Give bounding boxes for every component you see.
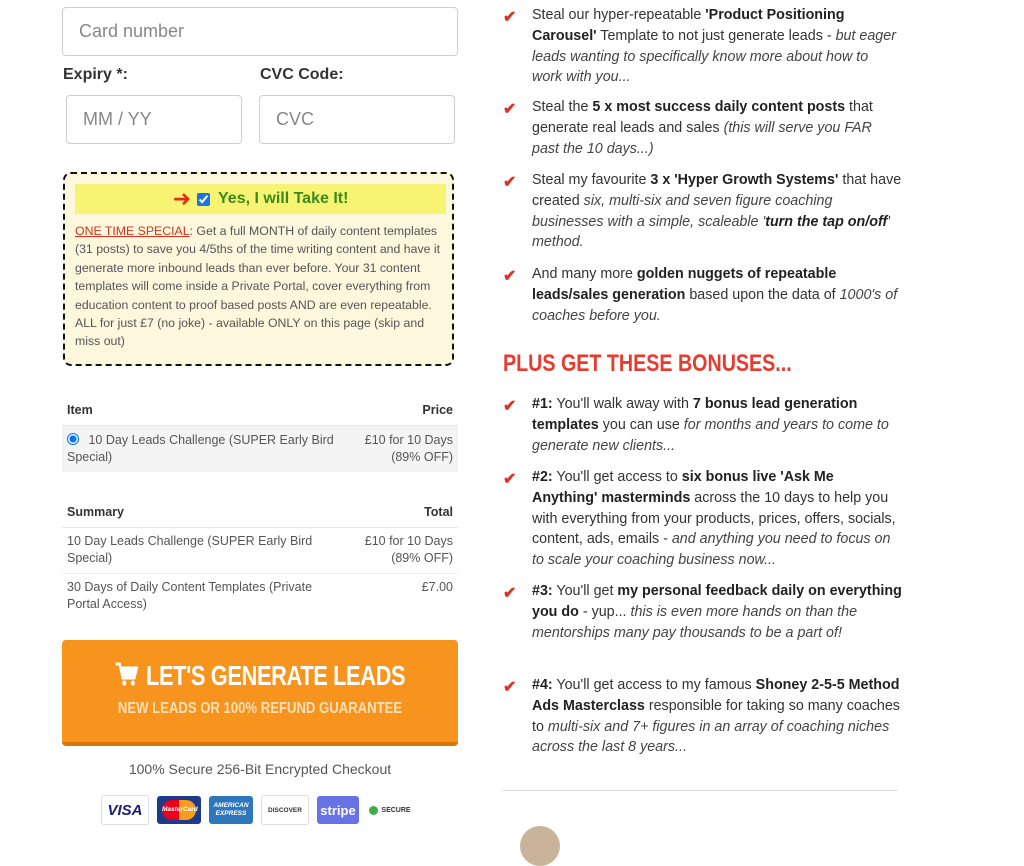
secure-checkout-text: 100% Secure 256-Bit Encrypted Checkout (128, 761, 392, 777)
stripe-icon: stripe (317, 796, 359, 824)
table-row (62, 574, 458, 618)
checkmark-icon: ✔ (503, 174, 517, 191)
cvc-label: CVC Code: (260, 66, 344, 83)
table-row (62, 528, 458, 574)
order-bump-description (75, 222, 447, 351)
total-column-header: Total (424, 505, 453, 519)
item-column-header: Item (67, 403, 93, 417)
card-number-input[interactable] (62, 7, 458, 56)
summary-item-price: £10 for 10 Days (364, 534, 453, 548)
order-bump-header (75, 184, 446, 214)
one-time-special-heading: ONE TIME SPECIAL (75, 224, 190, 238)
cta-subtitle: NEW LEADS OR 100% REFUND GUARANTEE (117, 700, 403, 717)
order-bump-label[interactable]: Yes, I will Take It! (218, 190, 349, 207)
item-discount: (89% OFF) (391, 450, 453, 464)
summary-item-discount: (89% OFF) (391, 551, 453, 565)
discover-icon: DISCOVER (261, 795, 309, 825)
divider (503, 790, 898, 791)
checkmark-icon: ✔ (503, 268, 517, 285)
item-name: 10 Day Leads Challenge (SUPER Early Bird Special) (67, 433, 334, 464)
items-table (62, 403, 458, 472)
generate-leads-button[interactable] (62, 640, 458, 746)
expiry-label: Expiry *: (63, 66, 128, 83)
avatar (520, 826, 560, 866)
order-bump-checkbox[interactable] (197, 193, 210, 206)
expiry-input[interactable] (66, 95, 242, 144)
checkmark-icon: ✔ (503, 679, 517, 696)
mastercard-icon: MasterCard (157, 796, 201, 824)
cvc-input[interactable] (259, 95, 455, 144)
cta-title-text: LET'S GENERATE LEADS (146, 660, 406, 691)
summary-item-price: £7.00 (421, 580, 453, 594)
amex-icon: AMERICAN EXPRESS (209, 796, 253, 824)
checkmark-icon: ✔ (503, 585, 517, 602)
summary-column-header: Summary (67, 505, 124, 519)
summary-table (62, 505, 458, 618)
arrow-right-icon: ➜ (172, 186, 191, 211)
payment-badges (101, 795, 413, 825)
product-radio[interactable] (67, 433, 79, 445)
item-price: £10 for 10 Days (364, 433, 453, 447)
checkmark-icon: ✔ (503, 398, 517, 415)
secure-badge-icon: SECURE (367, 796, 413, 824)
order-bump-body: : Get a full MONTH of daily content templates (31 posts) to save you 4/5ths of the time writing content and have it generate more inbound leads than ever before. Your 31 content templates will come inside a Private Portal, cover everything from education content to proof based posts AND are even repeatable. ALL for just £7 (no joke) - available ONLY on this page (skip and miss out) (75, 224, 441, 349)
checkmark-icon: ✔ (503, 471, 517, 488)
cta-title (106, 660, 415, 695)
order-bump-box (63, 172, 454, 366)
table-row[interactable] (62, 426, 458, 472)
price-column-header: Price (422, 403, 453, 417)
summary-item-name: 30 Days of Daily Content Templates (Private Portal Access) (67, 580, 313, 611)
checkmark-icon: ✔ (503, 101, 517, 118)
checkmark-icon: ✔ (503, 9, 517, 26)
cart-icon (115, 662, 138, 695)
visa-icon: VISA (101, 795, 149, 825)
bonus-heading: PLUS GET THESE BONUSES... (503, 350, 792, 377)
summary-item-name: 10 Day Leads Challenge (SUPER Early Bird Special) (67, 534, 313, 565)
